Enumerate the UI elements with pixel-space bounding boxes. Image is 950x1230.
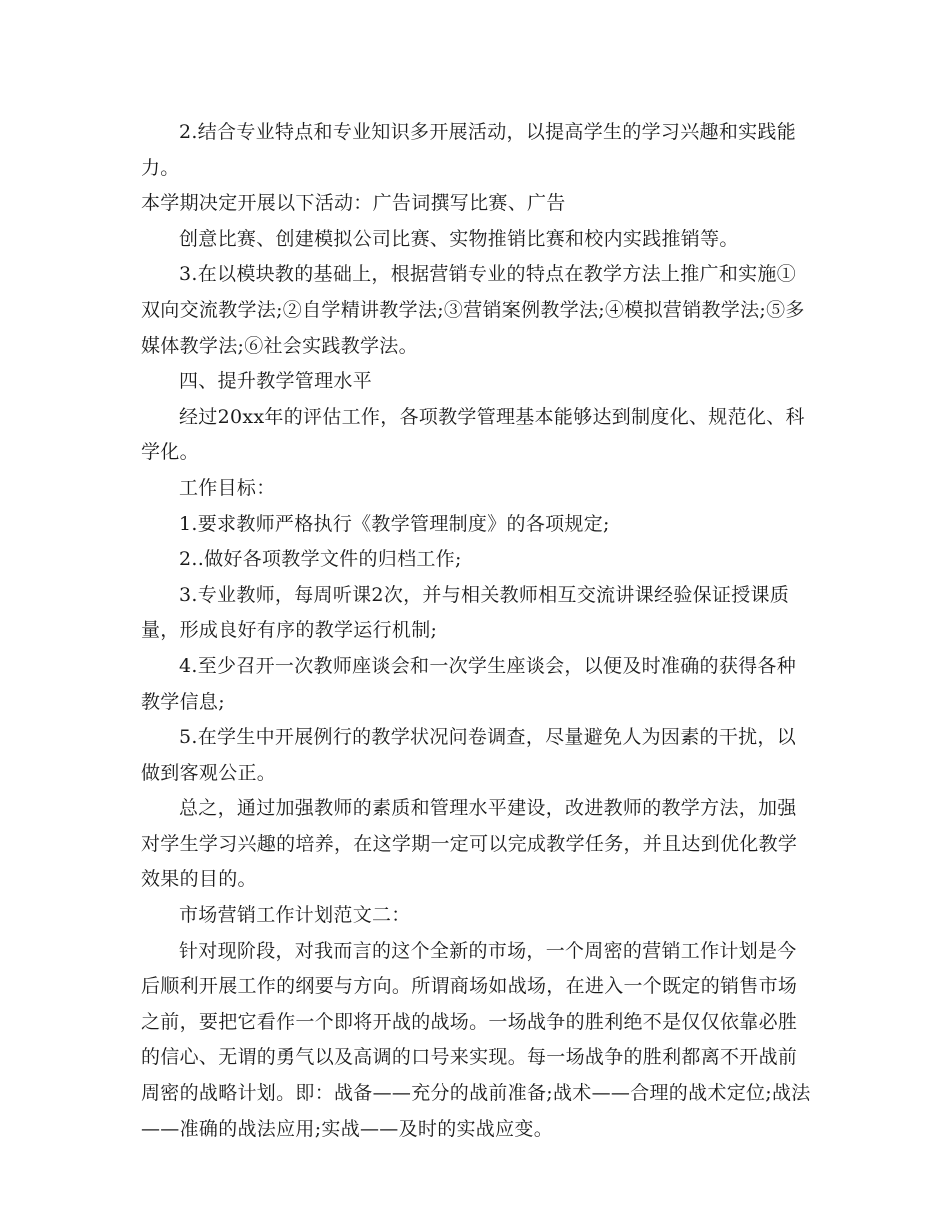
paragraph-competitions: 创意比赛、创建模拟公司比赛、实物推销比赛和校内实践推销等。 xyxy=(179,227,739,250)
paragraph-market-plan: 针对现阶段，对我而言的这个全新的市场，一个周密的营销工作计划是今后顺利开展工作的纲要与方向。所谓商场如战场，在进入一个既定的销售市场之前，要把它看作一个即将开战的战场。一场战争的胜利绝不是仅仅依靠必胜的信心、无谓的勇气以及高调的口号来实现。每一场战争的胜利都离不开战前周密的战略计划。即：战备——充分的战前准备;战术——合理的战术定位;战法——准确的战法应用;实战——及时的实战应变。 xyxy=(141,939,811,1140)
list-item-goal-3: 3.专业教师，每周听课2次，并与相关教师相互交流讲课经验保证授课质量，形成良好有序的教学运行机制; xyxy=(141,583,790,642)
paragraph-goals-heading: 工作目标： xyxy=(179,476,276,499)
list-item-goal-5: 5.在学生中开展例行的教学状况问卷调查，尽量避免人为因素的干扰，以做到客观公正。 xyxy=(141,726,797,784)
paragraph-teaching-methods: 3.在以模块教的基础上，根据营销专业的特点在教学方法上推广和实施①双向交流教学法;②自学精讲教学法;③营销案例教学法;④模拟营销教学法;⑤多媒体教学法;⑥社会实践教学法。 xyxy=(141,263,805,357)
paragraph-activities-list: 本学期决定开展以下活动：广告词撰写比赛、广告 xyxy=(141,192,566,215)
list-item-goal-4: 4.至少召开一次教师座谈会和一次学生座谈会，以便及时准确的获得各种教学信息; xyxy=(141,654,797,713)
paragraph-activities: 2.结合专业特点和专业知识多开展活动，以提高学生的学习兴趣和实践能力。 xyxy=(141,121,797,179)
document-body xyxy=(141,115,811,1147)
section-heading-sample-two: 市场营销工作计划范文二： xyxy=(179,904,411,927)
section-heading-management: 四、提升教学管理水平 xyxy=(179,370,373,393)
list-item-goal-2: 2..做好各项教学文件的归档工作; xyxy=(179,548,462,571)
paragraph-evaluation: 经过20xx年的评估工作，各项教学管理基本能够达到制度化、规范化、科学化。 xyxy=(141,405,805,464)
paragraph-summary: 总之，通过加强教师的素质和管理水平建设，改进教师的教学方法，加强对学生学习兴趣的培养，在这学期一定可以完成教学任务，并且达到优化教学效果的目的。 xyxy=(141,797,798,891)
list-item-goal-1: 1.要求教师严格执行《教学管理制度》的各项规定; xyxy=(179,512,610,535)
